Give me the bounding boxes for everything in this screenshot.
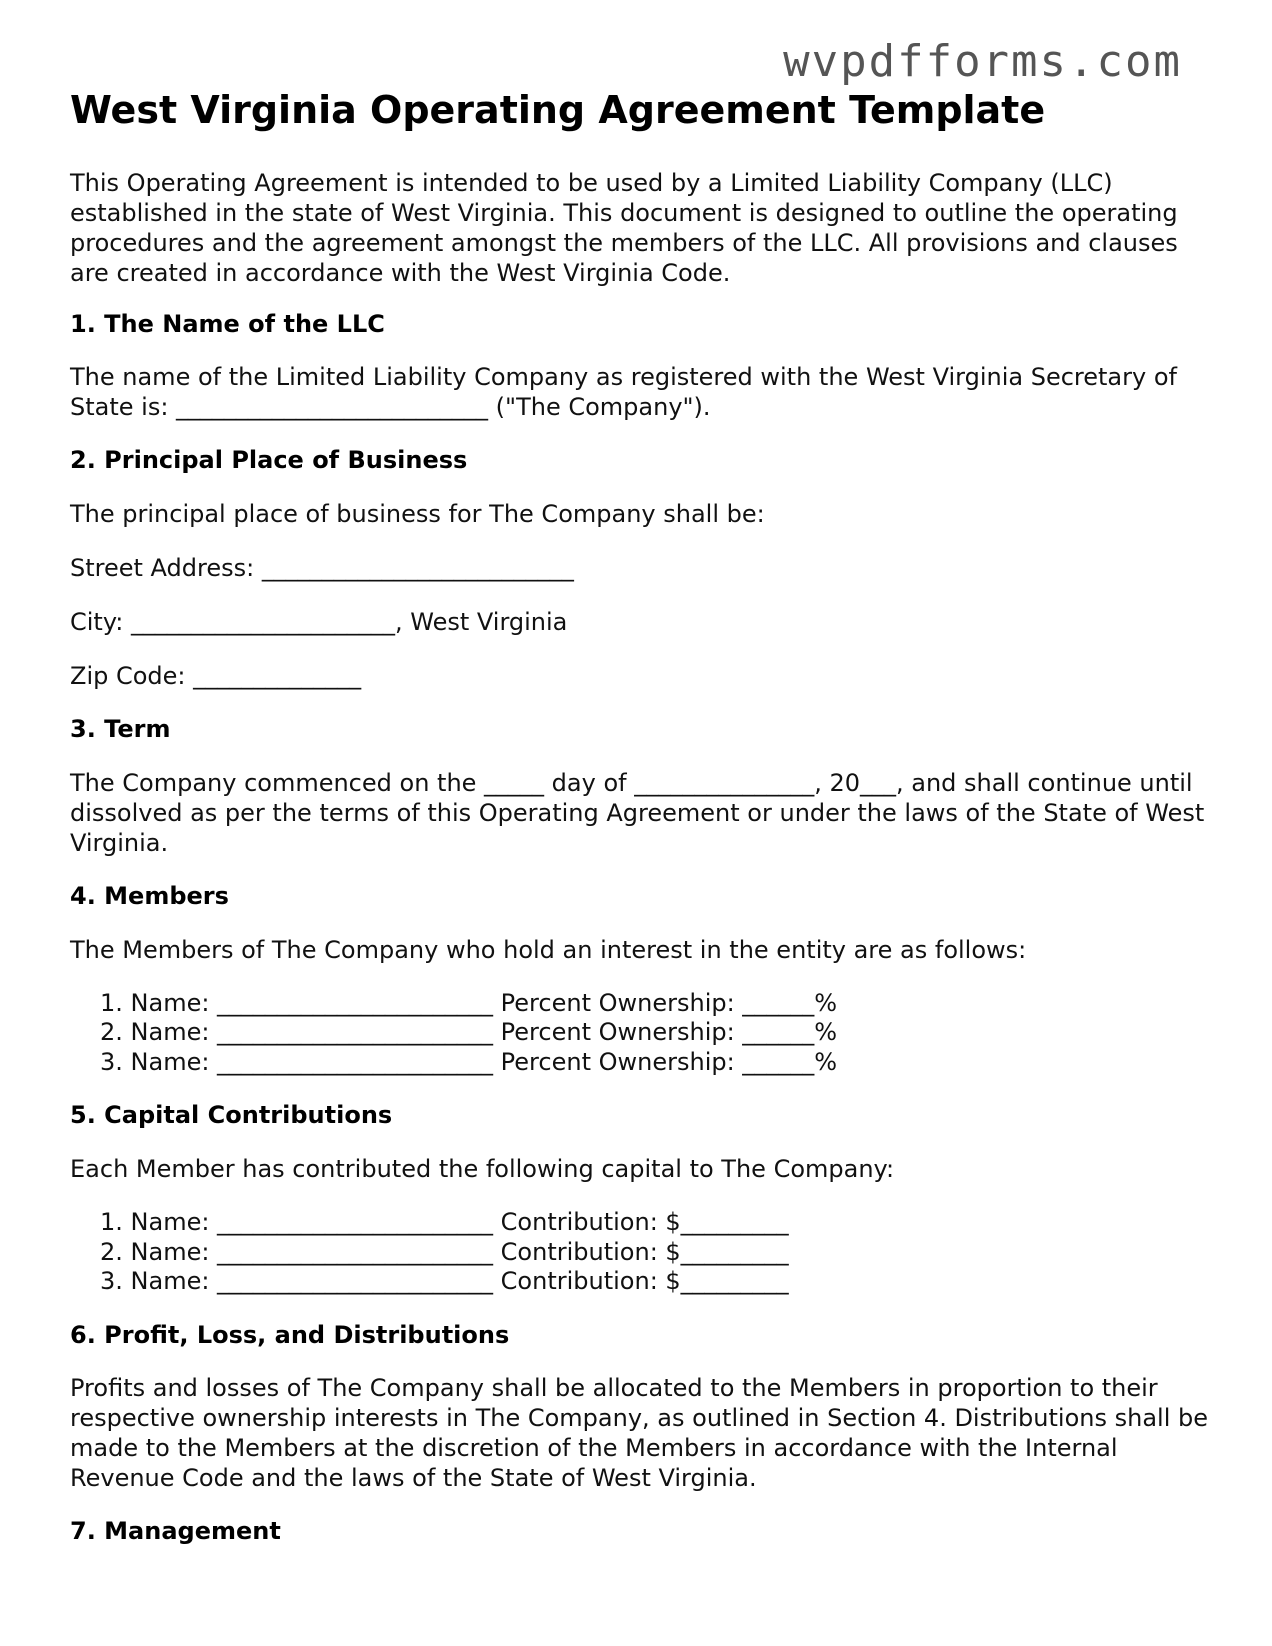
street-address-line: Street Address: __________________________ xyxy=(70,554,574,583)
list-item: 1. Name: _______________________ Contribution: $_________ xyxy=(100,1208,789,1237)
list-item: 3. Name: _______________________ Contribution: $_________ xyxy=(100,1267,789,1296)
members-list xyxy=(70,989,1210,1078)
list-item: 2. Name: _______________________ Percent Ownership: ______% xyxy=(100,1018,838,1047)
city-line: City: ______________________, West Virginia xyxy=(70,608,568,637)
members-paragraph: The Members of The Company who hold an interest in the entity are as follows: xyxy=(70,935,1027,964)
section-heading-members: 4. Members xyxy=(70,881,229,910)
list-item: 3. Name: _______________________ Percent Ownership: ______% xyxy=(100,1047,838,1076)
intro-paragraph: This Operating Agreement is intended to be used by a Limited Liability Company (LLC) established in the state of West Virginia. This document is designed to outline the operating procedures and the agreement amongst the members of the LLC. All provisions and clauses are created in accordance with the West Virginia Code. xyxy=(70,168,1178,287)
section-heading-principal-place: 2. Principal Place of Business xyxy=(70,446,468,475)
section-heading-llc-name: 1. The Name of the LLC xyxy=(70,309,385,338)
section-heading-term: 3. Term xyxy=(70,715,171,744)
list-item: 2. Name: _______________________ Contribution: $_________ xyxy=(100,1237,789,1266)
capital-paragraph: Each Member has contributed the following capital to The Company: xyxy=(70,1155,895,1184)
profit-loss-paragraph: Profits and losses of The Company shall be allocated to the Members in proportion to their respective ownership interests in The Company, as outlined in Section 4. Distributions shall be made to the Members at the discretion of the Members in accordance with the Internal Revenue Code and the laws of the State of West Virginia. xyxy=(70,1374,1208,1493)
contributions-list xyxy=(70,1208,1210,1297)
list-item: 1. Name: _______________________ Percent Ownership: ______% xyxy=(100,988,838,1017)
section-heading-profit-loss: 6. Profit, Loss, and Distributions xyxy=(70,1320,510,1349)
watermark: wvpdfforms.com xyxy=(783,36,1182,87)
section-heading-management: 7. Management xyxy=(70,1517,281,1546)
zip-code-line: Zip Code: ______________ xyxy=(70,662,362,691)
document-page xyxy=(70,82,1210,1570)
section-heading-capital: 5. Capital Contributions xyxy=(70,1101,393,1130)
llc-name-paragraph: The name of the Limited Liability Company as registered with the West Virginia Secretary of State is: __________________________ ("The Company"). xyxy=(70,363,1177,422)
term-paragraph: The Company commenced on the _____ day of _______________, 20___, and shall continue until dissolved as per the terms of this Operating Agreement or under the laws of the State of West Virginia. xyxy=(70,768,1205,857)
principal-place-paragraph: The principal place of business for The Company shall be: xyxy=(70,500,765,529)
document-title: West Virginia Operating Agreement Template xyxy=(70,88,1046,132)
